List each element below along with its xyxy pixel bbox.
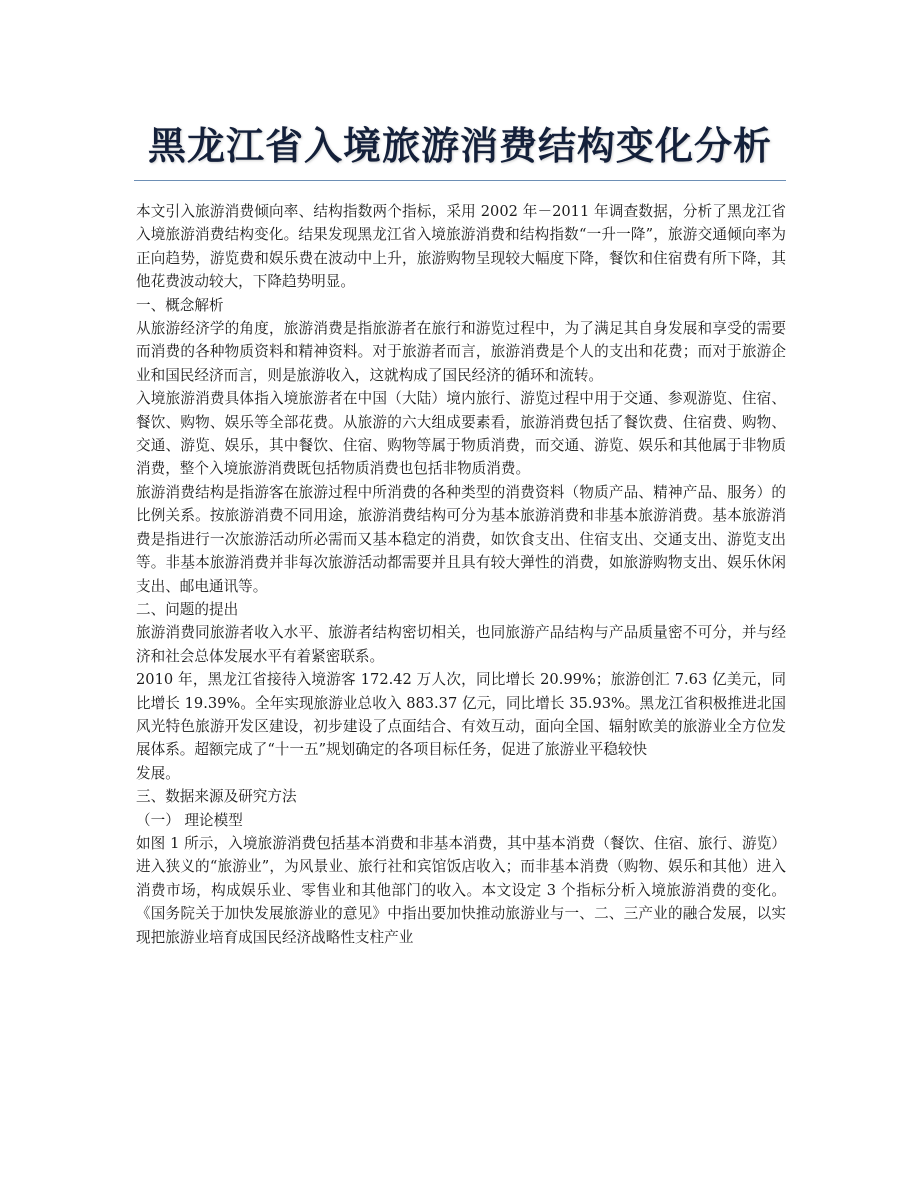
- body-paragraph: 入境旅游消费具体指入境旅游者在中国（大陆）境内旅行、游览过程中用于交通、参观游览、住宿、餐饮、购物、娱乐等全部花费。从旅游的六大组成要素看，旅游消费包括了餐饮费、住宿费、购物、交通、游览、娱乐，其中餐饮、住宿、购物等属于物质消费，而交通、游览、娱乐和其他属于非物质消费，整个入境旅游消费既包括物质消费也包括非物质消费。: [136, 390, 786, 478]
- document-title: 黑龙江省入境旅游消费结构变化分析: [147, 124, 772, 168]
- abstract-paragraph: 本文引入旅游消费倾向率、结构指数两个指标，采用 2002 年－2011 年调查数据，分析了黑龙江省入境旅游消费结构变化。结果发现黑龙江省入境旅游消费和结构指数“一升一降”，旅游交通倾向率为正向趋势，游览费和娱乐费在波动中上升，旅游购物呈现较大幅度下降，餐饮和住宿费有所下降，其他花费波动较大，下降趋势明显。: [136, 203, 786, 291]
- section-heading-problem: 二、问题的提出: [136, 600, 239, 618]
- body-paragraph: 旅游消费同旅游者收入水平、旅游者结构密切相关，也同旅游产品结构与产品质量密不可分，并与经济和社会总体发展水平有着紧密联系。: [136, 624, 786, 665]
- section-heading-concepts: 一、概念解析: [136, 296, 224, 314]
- body-paragraph: 旅游消费结构是指游客在旅游过程中所消费的各种类型的消费资料（物质产品、精神产品、服务）的比例关系。按旅游消费不同用途，旅游消费结构可分为基本旅游消费和非基本旅游消费。基本旅游消费是指进行一次旅游活动所必需而又基本稳定的消费，如饮食支出、住宿支出、交通支出、游览支出等。非基本旅游消费并非每次旅游活动都需要并且具有较大弹性的消费，如旅游购物支出、娱乐休闲支出、邮电通讯等。: [136, 483, 786, 595]
- body-paragraph: 从旅游经济学的角度，旅游消费是指旅游者在旅行和游览过程中，为了满足其自身发展和享受的需要而消费的各种物质资料和精神资料。对于旅游者而言，旅游消费是个人的支出和花费；而对于旅游企业和国民经济而言，则是旅游收入，这就构成了国民经济的循环和流转。: [136, 320, 786, 384]
- body-paragraph: 2010 年，黑龙江省接待入境游客 172.42 万人次，同比增长 20.99%；旅游创汇 7.63 亿美元，同比增长 19.39%。全年实现旅游业总收入 883.37 亿元，同比增长 35.93%。黑龙江省积极推进北国风光特色旅游开发区建设，初步建设了点面结合、有效互动，面向全国、辐射欧美的旅游业全方位发展体系。超额完成了“十一五”规划确定的各项目标任务，促进了旅游业平稳较快: [136, 671, 786, 759]
- body-paragraph-continuation: 发展。: [136, 764, 180, 782]
- title-divider: [134, 180, 786, 181]
- subsection-heading-theory-model: （一） 理论模型: [136, 811, 243, 829]
- document-body: [136, 200, 786, 949]
- section-heading-data-methods: 三、数据来源及研究方法: [136, 788, 297, 806]
- body-paragraph: 如图 1 所示，入境旅游消费包括基本消费和非基本消费，其中基本消费（餐饮、住宿、旅行、游览）进入狭义的“旅游业”，为风景业、旅行社和宾馆饭店收入；而非基本消费（购物、娱乐和其他）进入消费市场，构成娱乐业、零售业和其他部门的收入。本文设定 3 个指标分析入境旅游消费的变化。《国务院关于加快发展旅游业的意见》中指出要加快推动旅游业与一、二、三产业的融合发展，以实现把旅游业培育成国民经济战略性支柱产业: [136, 834, 786, 946]
